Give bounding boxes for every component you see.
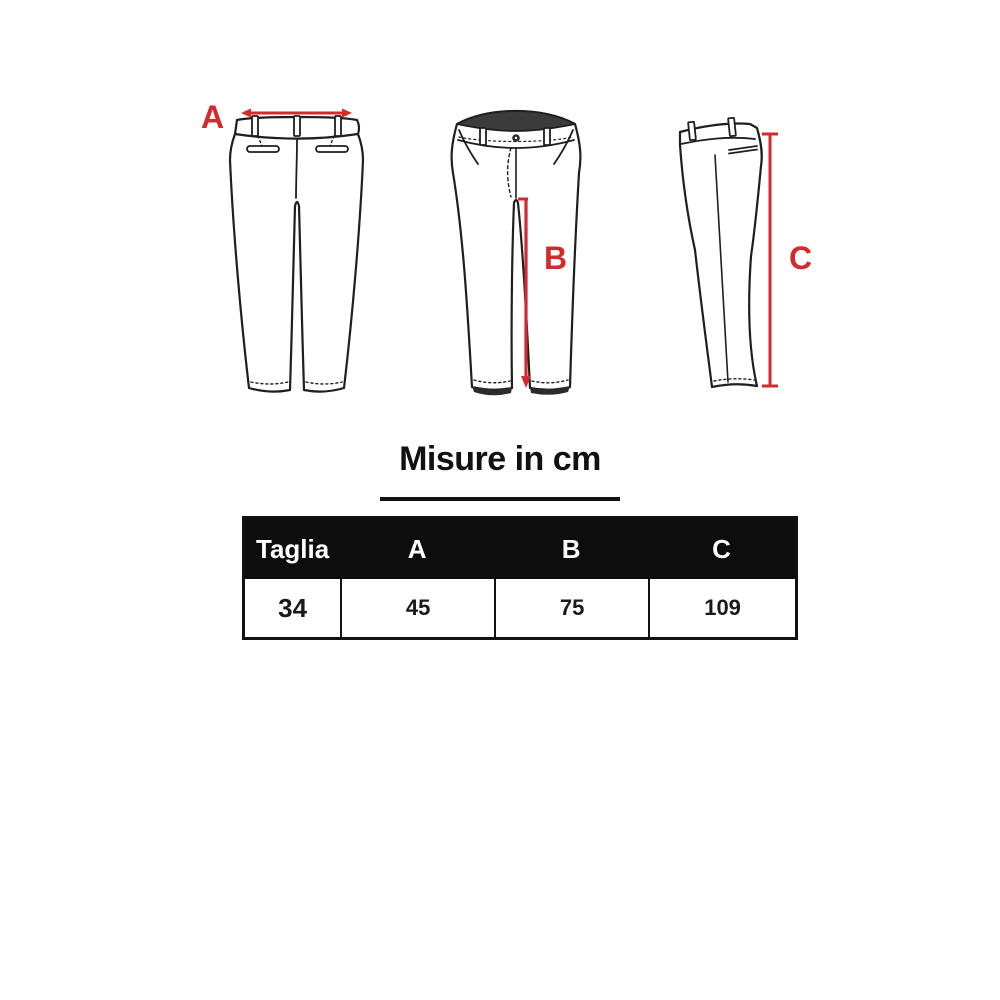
front-waistband-inner — [457, 111, 575, 131]
header-cell-taglia: Taglia — [256, 533, 330, 564]
measure-label-c: C — [789, 240, 813, 276]
front-button — [512, 134, 520, 142]
pants-front-drawing — [440, 100, 590, 405]
measure-label-b: B — [544, 240, 568, 276]
row-cell-a: 45 — [340, 579, 494, 637]
header-cell-b: B — [561, 533, 581, 564]
back-center-seam — [296, 140, 297, 198]
measure-label-a: A — [201, 99, 225, 135]
row-cell-b: 75 — [494, 579, 648, 637]
row-cell-taglia: 34 — [278, 592, 308, 623]
measure-c-line — [762, 134, 778, 386]
pants-back-drawing — [185, 90, 365, 400]
header-cell-c: C — [712, 533, 731, 564]
page-title: Misure in cm — [399, 440, 601, 478]
header-cell-a: A — [407, 533, 427, 564]
row-cell-c: 109 — [648, 579, 795, 637]
title-underline — [380, 497, 620, 501]
size-table — [242, 516, 798, 640]
size-table-header — [245, 519, 795, 579]
size-table-row — [245, 579, 795, 637]
